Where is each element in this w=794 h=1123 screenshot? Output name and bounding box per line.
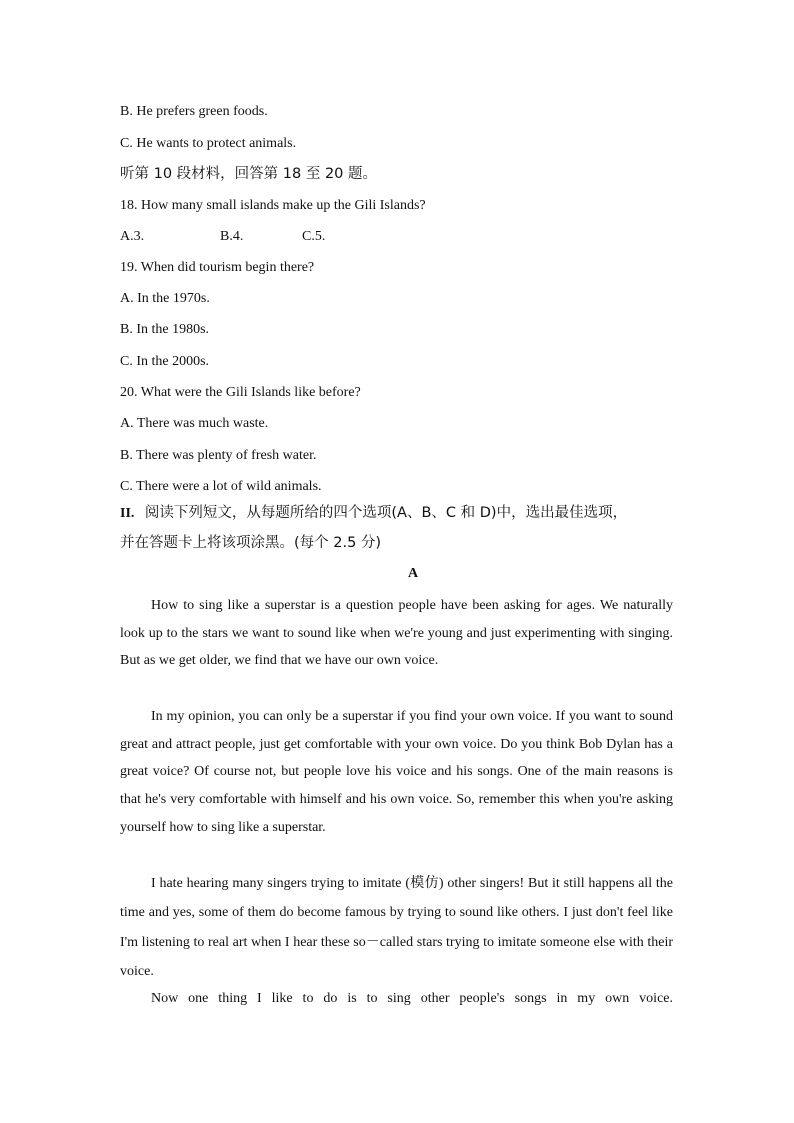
paragraph-2-text: In my opinion, you can only be a superstar if you find your own voice. If you want to sound great and attract people, just get comfortable with your own voice. Do you think Bob Dylan has a great voice? Of course not, but people love his voice and his songs. One of the main reasons is that he's very comfortable with himself and his own voice. So, remember this when you're asking yourself how to sing like a superstar.: [120, 709, 673, 835]
q19-option-c: C. In the 2000s.: [120, 354, 210, 369]
passage-paragraph-1: [120, 592, 673, 675]
q17-option-b: B. He prefers green foods.: [120, 104, 268, 119]
q20-option-c: C. There were a lot of wild animals.: [120, 479, 322, 494]
paragraph-4-text: Now one thing I like to do is to sing other people's songs in my own voice.: [151, 991, 673, 1006]
q18-option-a: A.3.: [120, 229, 145, 244]
q20-stem: 20. What were the Gili Islands like before?: [120, 385, 361, 400]
part2-instruction-text: 阅读下列短文，从每题所给的四个选项(A、B、C 和 D)中，选出最佳选项，: [144, 505, 628, 521]
part2-number: II.: [120, 506, 135, 521]
passage-label: A: [407, 566, 419, 581]
q19-option-b: B. In the 1980s.: [120, 322, 210, 337]
paragraph-3-text: I hate hearing many singers trying to imitate (模仿) other singers! But it still happens all the time and yes, some of them do become famous by trying to sound like others. I just don't feel like I'm listening to real art when I hear these so－called stars trying to imitate someone else with their voice.: [120, 876, 673, 979]
passage-paragraph-4: [120, 985, 673, 1013]
passage-paragraph-2: [120, 703, 673, 842]
q18-options: [120, 228, 325, 246]
q19-stem: 19. When did tourism begin there?: [120, 260, 315, 275]
paragraph-1-text: How to sing like a superstar is a question people have been asking for ages. We naturally look up to the stars we want to sound like when we're young and just experimenting with singing. But as we get older, we find that we have our own voice.: [120, 598, 673, 669]
q20-option-a: A. There was much waste.: [120, 416, 269, 431]
q18-option-b: B.4.: [220, 229, 244, 244]
section-prompt: 听第 10 段材料，回答第 18 至 20 题。: [120, 166, 378, 182]
q18-stem: 18. How many small islands make up the Gili Islands?: [120, 198, 426, 213]
q17-option-c: C. He wants to protect animals.: [120, 136, 297, 151]
part2-instruction-line1: [120, 504, 627, 523]
q18-option-c: C.5.: [302, 229, 326, 244]
q19-option-a: A. In the 1970s.: [120, 291, 210, 306]
q20-option-b: B. There was plenty of fresh water.: [120, 448, 317, 463]
passage-paragraph-3: [120, 869, 673, 986]
part2-instruction-line2: 并在答题卡上将该项涂黑。(每个 2.5 分): [120, 535, 382, 551]
